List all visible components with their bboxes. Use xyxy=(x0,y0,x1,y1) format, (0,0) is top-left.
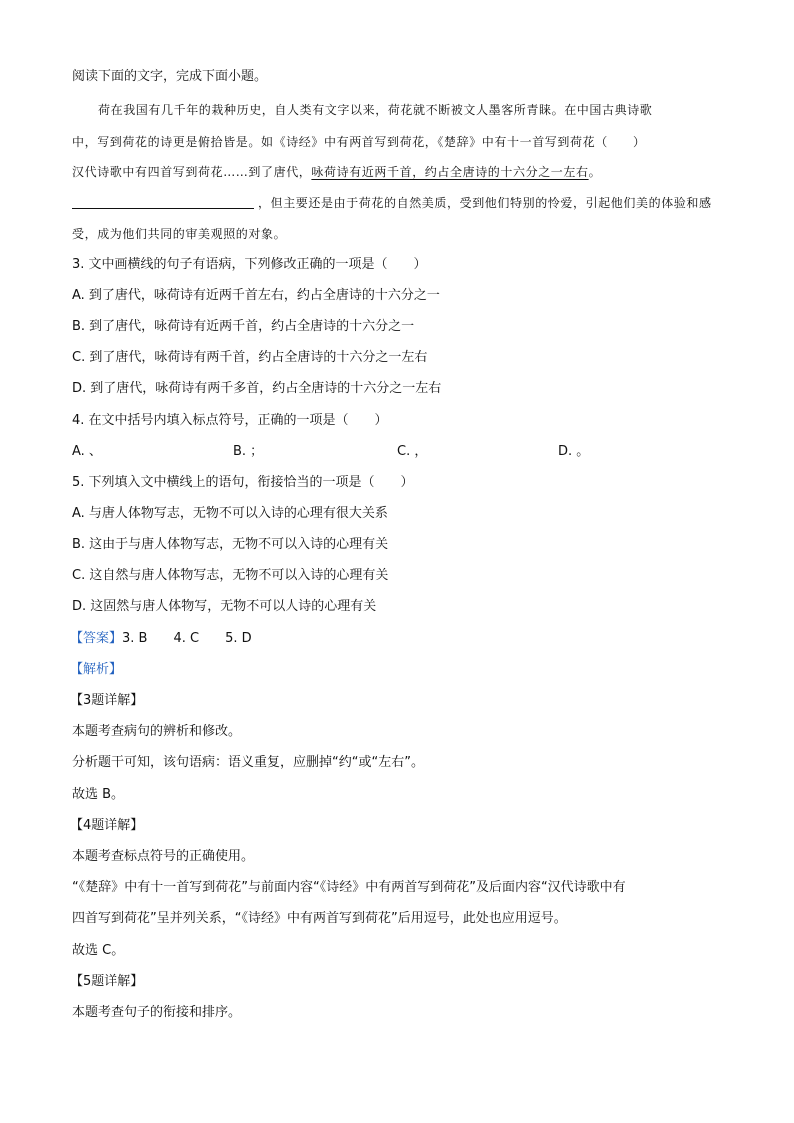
question-3-option-a: A. 到了唐代，咏荷诗有近两千首左右，约占全唐诗的十六分之一 xyxy=(72,288,440,303)
question-4-stem: 4. 在文中括号内填入标点符号，正确的一项是（ ） xyxy=(72,413,388,428)
detail-3-line-2: 分析题干可知，该句语病：语义重复，应删掉“约“或“左右”。 xyxy=(72,755,424,770)
question-5-option-b: B. 这由于与唐人体物写志，无物不可以入诗的心理有关 xyxy=(72,537,389,552)
detail-4-title: 【4题详解】 xyxy=(70,818,144,833)
answer-label: 【答案】 xyxy=(70,631,123,646)
analysis-label: 【解析】 xyxy=(70,662,123,677)
passage-line-4 xyxy=(72,194,712,212)
question-5-option-d: D. 这固然与唐人体物写，无物不可以人诗的心理有关 xyxy=(72,599,377,614)
question-5-stem: 5. 下列填入文中横线上的语句，衔接恰当的一项是（ ） xyxy=(72,475,414,490)
detail-4-line-4: 故选 C。 xyxy=(72,943,125,958)
detail-5-title: 【5题详解】 xyxy=(70,974,144,989)
passage-line-3-end: 。 xyxy=(588,165,602,179)
detail-4-line-2: “《楚辞》中有十一首写到荷花”与前面内容“《诗经》中有两首写到荷花”及后面内容“汉代诗歌中有 xyxy=(72,880,626,895)
passage-line-2: 中，写到荷花的诗更是俯拾皆是。如《诗经》中有两首写到荷花，《楚辞》中有十一首写到荷花（ ） xyxy=(72,135,646,149)
detail-4-line-3: 四首写到荷花”呈并列关系，“《诗经》中有两首写到荷花”后用逗号，此处也应用逗号。 xyxy=(72,911,567,926)
question-4-option-c: C. ， xyxy=(397,444,428,459)
detail-4-line-1: 本题考查标点符号的正确使用。 xyxy=(72,849,255,864)
question-4-option-d: D. 。 xyxy=(558,444,590,459)
detail-5-line-1: 本题考查句子的衔接和排序。 xyxy=(72,1005,242,1020)
passage-line-4-text: ，但主要还是由于荷花的自然美质，受到他们特别的怜爱，引起他们美的体验和感 xyxy=(258,196,712,210)
question-4-option-b: B. ； xyxy=(233,444,264,459)
detail-3-line-3: 故选 B。 xyxy=(72,787,125,802)
question-5-option-a: A. 与唐人体物写志，无物不可以入诗的心理有很大关系 xyxy=(72,506,388,521)
fill-blank-line xyxy=(72,195,254,209)
detail-3-line-1: 本题考查病句的辨析和修改。 xyxy=(72,724,242,739)
question-3-stem: 3. 文中画横线的句子有语病，下列修改正确的一项是（ ） xyxy=(72,257,427,272)
passage-line-5: 受，成为他们共同的审美观照的对象。 xyxy=(72,227,287,241)
question-3-option-b: B. 到了唐代，咏荷诗有近两千首，约占全唐诗的十六分之一 xyxy=(72,319,415,334)
passage-line-1: 荷在我国有几千年的栽种历史，自人类有文字以来，荷花就不断被文人墨客所青睐。在中国古典诗歌 xyxy=(98,103,653,117)
answer-line xyxy=(70,630,252,648)
question-3-option-d: D. 到了唐代，咏荷诗有两千多首，约占全唐诗的十六分之一左右 xyxy=(72,381,442,396)
question-5-option-c: C. 这自然与唐人体物写志，无物不可以入诗的心理有关 xyxy=(72,568,389,583)
passage-line-3 xyxy=(72,163,601,181)
underlined-sentence: 咏荷诗有近两千首，约占全唐诗的十六分之一左右 xyxy=(311,165,589,179)
passage-line-3-start: 汉代诗歌中有四首写到荷花……到了唐代， xyxy=(72,165,312,179)
detail-3-title: 【3题详解】 xyxy=(70,693,144,708)
question-4-option-a: A. 、 xyxy=(72,444,102,459)
question-3-option-c: C. 到了唐代，咏荷诗有两千首，约占全唐诗的十六分之一左右 xyxy=(72,350,428,365)
answer-values: 3. B 4. C 5. D xyxy=(122,631,252,646)
intro-instruction: 阅读下面的文字，完成下面小题。 xyxy=(72,69,268,84)
